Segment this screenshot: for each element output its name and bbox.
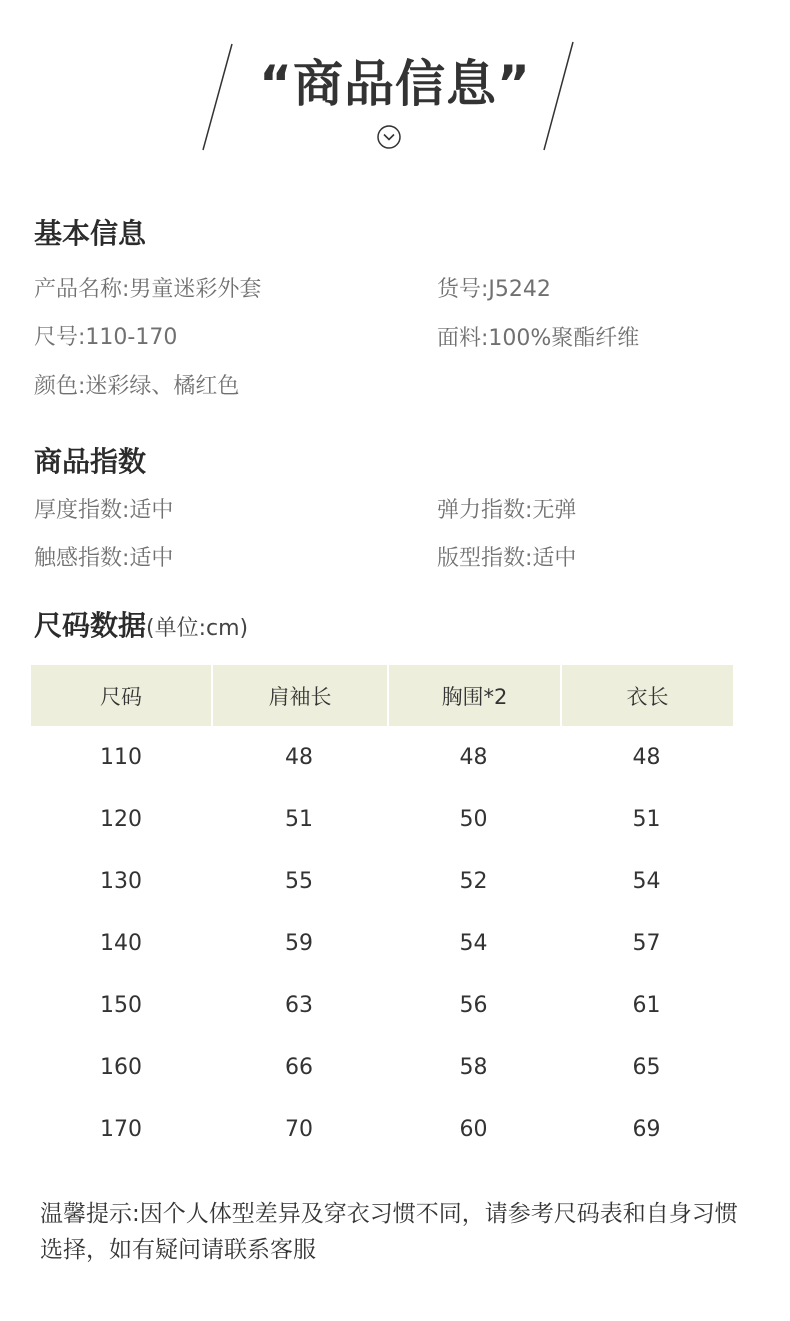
table-cell: 61 <box>632 992 661 1018</box>
size-chart-heading <box>34 604 248 644</box>
warm-tip: 温馨提示:因个人体型差异及穿衣习惯不同，请参考尺码表和自身习惯选择，如有疑问请联系客服 <box>40 1201 738 1263</box>
size-table <box>31 665 733 1160</box>
table-cell: 52 <box>459 868 488 894</box>
table-row <box>31 850 733 912</box>
thickness-index: 厚度指数:适中 <box>34 498 174 523</box>
table-cell: 59 <box>285 930 313 956</box>
table-cell: 48 <box>285 744 313 770</box>
column-header: 尺码 <box>31 665 211 726</box>
table-row <box>31 788 733 850</box>
table-row <box>31 726 733 788</box>
column-header: 胸围*2 <box>387 665 560 726</box>
table-cell: 54 <box>632 868 661 894</box>
fit-index: 版型指数:适中 <box>437 546 577 571</box>
table-cell: 63 <box>285 992 313 1018</box>
table-cell: 58 <box>459 1054 488 1080</box>
table-cell: 65 <box>632 1054 661 1080</box>
table-cell: 140 <box>100 930 142 956</box>
table-cell: 70 <box>285 1116 313 1142</box>
color-info: 颜色:迷彩绿、橘红色 <box>34 374 240 399</box>
size-table-header <box>31 665 733 726</box>
column-header: 衣长 <box>560 665 733 726</box>
size-range: 尺号:110-170 <box>34 325 178 350</box>
table-cell: 69 <box>632 1116 661 1142</box>
table-cell: 150 <box>100 992 142 1018</box>
page-title: “商品信息” <box>259 55 531 113</box>
table-cell: 110 <box>100 744 142 770</box>
elasticity-index: 弹力指数:无弹 <box>437 498 577 523</box>
table-cell: 48 <box>459 744 488 770</box>
table-cell: 56 <box>459 992 488 1018</box>
table-cell: 170 <box>100 1116 142 1142</box>
table-cell: 130 <box>100 868 142 894</box>
table-cell: 54 <box>459 930 488 956</box>
table-cell: 160 <box>100 1054 142 1080</box>
table-cell: 48 <box>632 744 661 770</box>
column-header: 肩袖长 <box>211 665 387 726</box>
table-cell: 57 <box>632 930 661 956</box>
chevron-down-circle-icon <box>376 124 402 150</box>
table-row <box>31 1036 733 1098</box>
size-chart-title: 尺码数据 <box>34 609 147 642</box>
item-number: 货号:J5242 <box>437 277 551 302</box>
table-cell: 51 <box>285 806 313 832</box>
size-chart-unit: (单位:cm) <box>146 616 249 641</box>
fabric: 面料:100%聚酯纤维 <box>437 326 640 351</box>
table-cell: 120 <box>100 806 142 832</box>
table-cell: 60 <box>459 1116 488 1142</box>
product-name: 产品名称:男童迷彩外套 <box>34 277 262 302</box>
basic-info-heading: 基本信息 <box>34 217 147 250</box>
table-row <box>31 1098 733 1160</box>
table-row <box>31 974 733 1036</box>
table-cell: 55 <box>285 868 313 894</box>
table-cell: 66 <box>285 1054 313 1080</box>
table-row <box>31 912 733 974</box>
touch-index: 触感指数:适中 <box>34 546 174 571</box>
table-cell: 50 <box>459 806 488 832</box>
table-cell: 51 <box>632 806 661 832</box>
product-index-heading: 商品指数 <box>34 445 147 478</box>
